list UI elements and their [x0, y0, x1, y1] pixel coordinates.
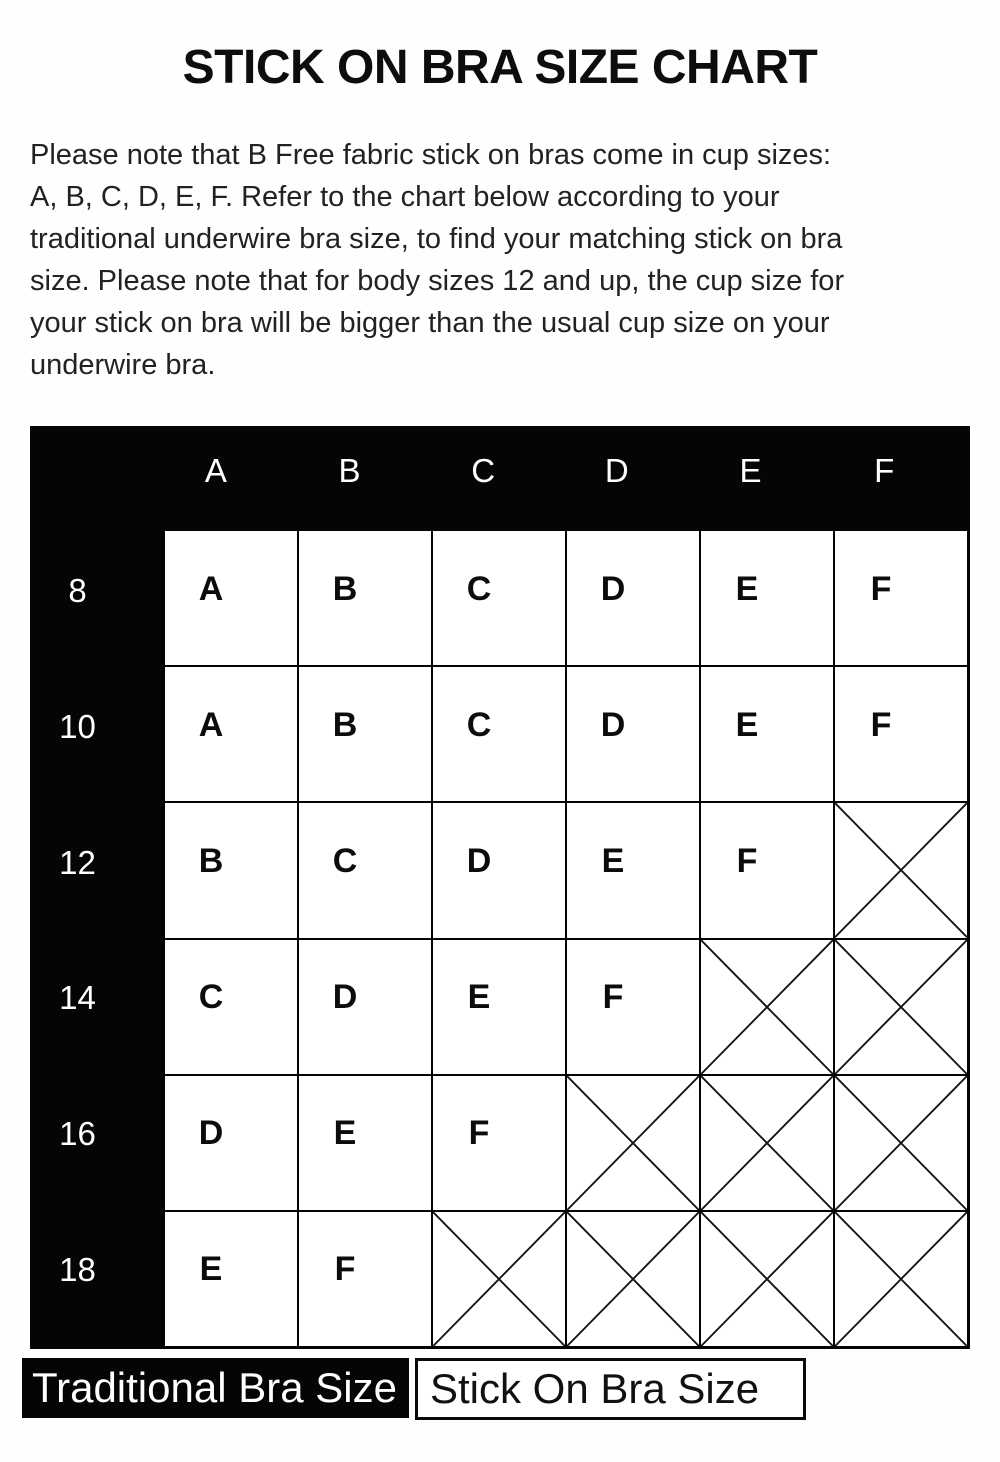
size-cell-letter: A [198, 569, 224, 608]
size-cell-letter: F [602, 978, 624, 1017]
size-grid [165, 531, 967, 1346]
column-header-label: C [471, 451, 496, 489]
legend-stick-on-label: Stick On Bra Size [430, 1365, 760, 1412]
size-cell [165, 803, 297, 937]
size-cell-letter: C [332, 841, 358, 880]
cross-icon [701, 940, 833, 1074]
column-header-label: B [338, 451, 361, 489]
row-header-label: 12 [59, 843, 96, 881]
size-cell [165, 531, 297, 665]
intro-line: traditional underwire bra size, to find your matching stick on bra [30, 223, 843, 255]
column-header-a [165, 426, 299, 531]
crossed-out-cell [567, 1212, 699, 1346]
size-cell-letter: E [333, 1114, 357, 1153]
size-cell-letter: D [600, 569, 626, 608]
size-cell [299, 803, 431, 937]
row-header-14 [30, 938, 165, 1074]
size-cell [433, 803, 565, 937]
size-cell-letter: A [198, 705, 224, 744]
size-cell [165, 1212, 297, 1346]
row-header-label: 8 [68, 571, 87, 609]
size-cell [433, 531, 565, 665]
column-header-f [833, 426, 967, 531]
size-cell-letter: D [466, 841, 492, 880]
row-header-label: 16 [59, 1115, 96, 1153]
intro-line: Please note that B Free fabric stick on bras come in cup sizes: [30, 139, 832, 171]
size-cell-letter: B [332, 569, 358, 608]
cross-icon [835, 1076, 967, 1210]
intro-paragraph [30, 134, 985, 386]
column-header-label: F [874, 451, 895, 489]
page-title: STICK ON BRA SIZE CHART [182, 41, 818, 94]
size-cell [165, 1076, 297, 1210]
size-cell [701, 803, 833, 937]
size-cell-letter: C [466, 569, 492, 608]
intro-line: underwire bra. [30, 349, 216, 381]
size-cell-letter: E [199, 1250, 223, 1289]
row-header-label: 10 [59, 707, 96, 745]
intro-line: A, B, C, D, E, F. Refer to the chart below according to your [30, 181, 780, 213]
size-cell-letter: E [735, 705, 759, 744]
size-cell [433, 940, 565, 1074]
column-header-e [700, 426, 834, 531]
size-cell [299, 531, 431, 665]
cross-icon [701, 1212, 833, 1346]
cross-icon [567, 1076, 699, 1210]
size-cell-letter: B [332, 705, 358, 744]
size-cell-letter: C [466, 705, 492, 744]
legend-traditional-bra-size [22, 1358, 409, 1418]
cross-icon [835, 940, 967, 1074]
size-cell-letter: F [334, 1250, 356, 1289]
legend-traditional-label: Traditional Bra Size [32, 1364, 397, 1411]
cross-icon [835, 1212, 967, 1346]
size-cell-letter: C [198, 978, 224, 1017]
size-chart-table [30, 426, 970, 1349]
size-cell-letter: F [736, 841, 758, 880]
row-headers [30, 531, 165, 1346]
size-cell-letter: D [332, 978, 358, 1017]
size-cell-letter: E [601, 841, 625, 880]
crossed-out-cell [835, 1076, 967, 1210]
crossed-out-cell [835, 1212, 967, 1346]
crossed-out-cell [701, 940, 833, 1074]
size-cell-letter: E [735, 569, 759, 608]
size-cell-letter: F [870, 569, 892, 608]
size-cell [299, 940, 431, 1074]
size-cell [299, 667, 431, 801]
size-cell [835, 667, 967, 801]
column-header-b [299, 426, 433, 531]
column-header-c [432, 426, 566, 531]
size-cell-letter: B [198, 841, 224, 880]
cross-icon [701, 1076, 833, 1210]
size-cell [701, 667, 833, 801]
size-cell [433, 667, 565, 801]
column-header-label: A [204, 451, 227, 489]
row-header-8 [30, 531, 165, 667]
row-header-18 [30, 1210, 165, 1346]
size-cell [299, 1076, 431, 1210]
size-cell [165, 667, 297, 801]
size-cell [567, 531, 699, 665]
crossed-out-cell [701, 1076, 833, 1210]
size-cell [567, 803, 699, 937]
size-cell-letter: F [468, 1114, 490, 1153]
intro-line: your stick on bra will be bigger than the usual cup size on your [30, 307, 830, 339]
size-cell [701, 531, 833, 665]
size-cell-letter: E [467, 978, 491, 1017]
row-header-10 [30, 667, 165, 803]
row-header-label: 14 [59, 979, 96, 1017]
size-cell [433, 1076, 565, 1210]
size-cell-letter: D [198, 1114, 224, 1153]
column-header-label: E [739, 451, 762, 489]
crossed-out-cell [433, 1212, 565, 1346]
size-cell [299, 1212, 431, 1346]
cross-icon [567, 1212, 699, 1346]
size-cell [567, 940, 699, 1074]
row-header-12 [30, 803, 165, 939]
size-cell-letter: F [870, 705, 892, 744]
size-cell [835, 531, 967, 665]
size-cell [567, 667, 699, 801]
crossed-out-cell [835, 803, 967, 937]
row-header-label: 18 [59, 1251, 96, 1289]
column-headers [165, 426, 967, 531]
size-cell [165, 940, 297, 1074]
crossed-out-cell [701, 1212, 833, 1346]
column-header-d [566, 426, 700, 531]
intro-line: size. Please note that for body sizes 12 and up, the cup size for [30, 265, 845, 297]
size-cell-letter: D [600, 705, 626, 744]
legend-stick-on-bra-size [415, 1358, 806, 1420]
column-header-label: D [604, 451, 629, 489]
crossed-out-cell [567, 1076, 699, 1210]
cross-icon [433, 1212, 565, 1346]
crossed-out-cell [835, 940, 967, 1074]
row-header-16 [30, 1074, 165, 1210]
cross-icon [835, 803, 967, 937]
